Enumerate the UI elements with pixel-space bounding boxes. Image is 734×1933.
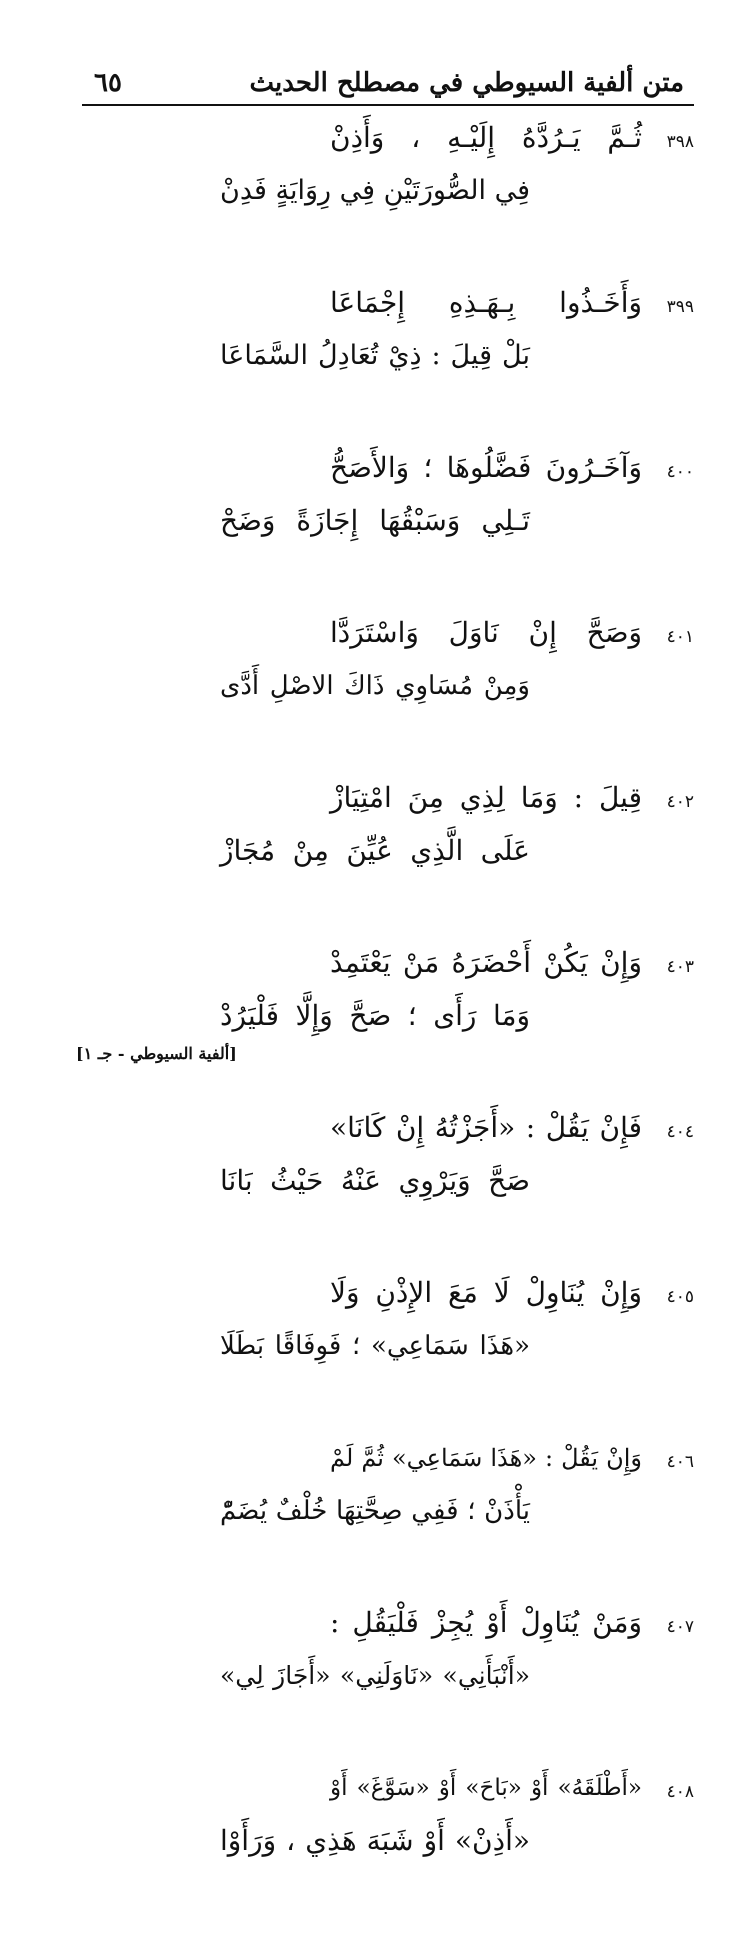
verse-first-hemistich: وَأَخَـذُوا بِـهَـذِهِ إِجْمَاعَا — [330, 286, 642, 319]
verse-second-hemistich: صَحَّ وَيَرْوِي عَنْهُ حَيْثُ بَانَا — [220, 1164, 530, 1197]
verse-number: ٤٠٦ — [666, 1452, 694, 1472]
footer-signature: [ألفية السيوطي - جـ ١] — [76, 1044, 237, 1063]
verse-first-hemistich: فَإِنْ يَقُلْ : «أَجَزْتُهُ إِنْ كَانَا» — [330, 1111, 642, 1144]
verse-number: ٤٠٧ — [666, 1617, 694, 1637]
verse-second-hemistich: «أَنْبَأَنِي» «نَاوَلَنِي» «أَجَازَ لِي» — [220, 1661, 530, 1690]
verse — [140, 778, 694, 943]
verse-first-hemistich: وَإِنْ يُنَاوِلْ لَا مَعَ الإِذْنِ وَلَا — [330, 1276, 642, 1309]
verse — [140, 1108, 694, 1273]
verse-second-hemistich: فِي الصُّورَتَيْنِ فِي رِوَايَةٍ فَدِنْ — [220, 175, 530, 206]
verse — [140, 1438, 694, 1603]
verse-second-hemistich: «أَذِنْ» أَوْ شَبَهَ هَذِي ، وَرَأَوْا — [220, 1824, 530, 1857]
verse — [140, 448, 694, 613]
verse-number: ٤٠٢ — [666, 792, 694, 812]
verse-number: ٤٠٠ — [666, 462, 694, 482]
verse-first-hemistich: وَإِنْ يَقُلْ : «هَذَا سَمَاعِي» ثُمَّ لَمْ — [330, 1444, 642, 1472]
verse — [140, 118, 694, 283]
verse-number: ٤٠٥ — [666, 1287, 694, 1307]
verse-first-hemistich: وَإِنْ يَكُنْ أَحْضَرَهُ مَنْ يَعْتَمِدْ — [330, 946, 642, 979]
verse-second-hemistich: تَـلِي وَسَبْقُهَا إِجَازَةً وَضَحْ — [220, 504, 530, 537]
verse — [140, 613, 694, 778]
verse-second-hemistich: «هَذَا سَمَاعِي» ؛ فَوِفَاقًا بَطَلَا — [220, 1331, 530, 1361]
verse — [140, 283, 694, 448]
verse-second-hemistich: وَمِنْ مُسَاوِي ذَاكَ الاصْلِ أَدَّى — [220, 671, 530, 701]
verse — [140, 1768, 694, 1933]
verse-second-hemistich: عَلَى الَّذِي عُيِّنَ مِنْ مُجَازْ — [220, 834, 530, 867]
verse-number: ٤٠١ — [666, 627, 694, 647]
verse-number: ٣٩٨ — [666, 132, 694, 152]
verse-first-hemistich: قِيلَ : وَمَا لِذِي مِنَ امْتِيَازْ — [330, 781, 642, 814]
running-title: متن ألفية السيوطي في مصطلح الحديث — [249, 68, 684, 98]
verse-first-hemistich: وَآخَـرُونَ فَضَّلُوهَا ؛ وَالأَصَحُّ — [330, 451, 642, 484]
verse-first-hemistich: ثُـمَّ يَـرُدَّهُ إِلَيْـهِ ، وَأَذِنْ — [330, 121, 642, 154]
verse-number: ٤٠٤ — [666, 1122, 694, 1142]
verse-second-hemistich: بَلْ قِيلَ : ذِيْ تُعَادِلُ السَّمَاعَا — [220, 340, 530, 371]
verse-first-hemistich: وَمَنْ يُنَاوِلْ أَوْ يُجِزْ فَلْيَقُلِ : — [330, 1606, 642, 1639]
verse-number: ٤٠٣ — [666, 957, 694, 977]
verse — [140, 1603, 694, 1768]
verse — [140, 943, 694, 1108]
poem-verses — [140, 118, 694, 1933]
verse-first-hemistich: «أَطْلَقَهُ» أَوْ «بَاحَ» أَوْ «سَوَّغَ» أَوْ — [330, 1775, 642, 1801]
page-header — [82, 62, 694, 106]
verse-second-hemistich: يَأْذَنْ ؛ فَفِي صِحَّتِهَا خُلْفٌ يُضَمّْ — [220, 1496, 530, 1526]
verse-second-hemistich: وَمَا رَأَى ؛ صَحَّ وَإِلَّا فَلْيَرُدْ — [220, 999, 530, 1032]
verse — [140, 1273, 694, 1438]
verse-first-hemistich: وَصَحَّ إِنْ نَاوَلَ وَاسْتَرَدَّا — [330, 616, 642, 649]
verse-number: ٤٠٨ — [666, 1782, 694, 1802]
verse-number: ٣٩٩ — [666, 297, 694, 317]
page-number: ٦٥ — [94, 68, 122, 98]
